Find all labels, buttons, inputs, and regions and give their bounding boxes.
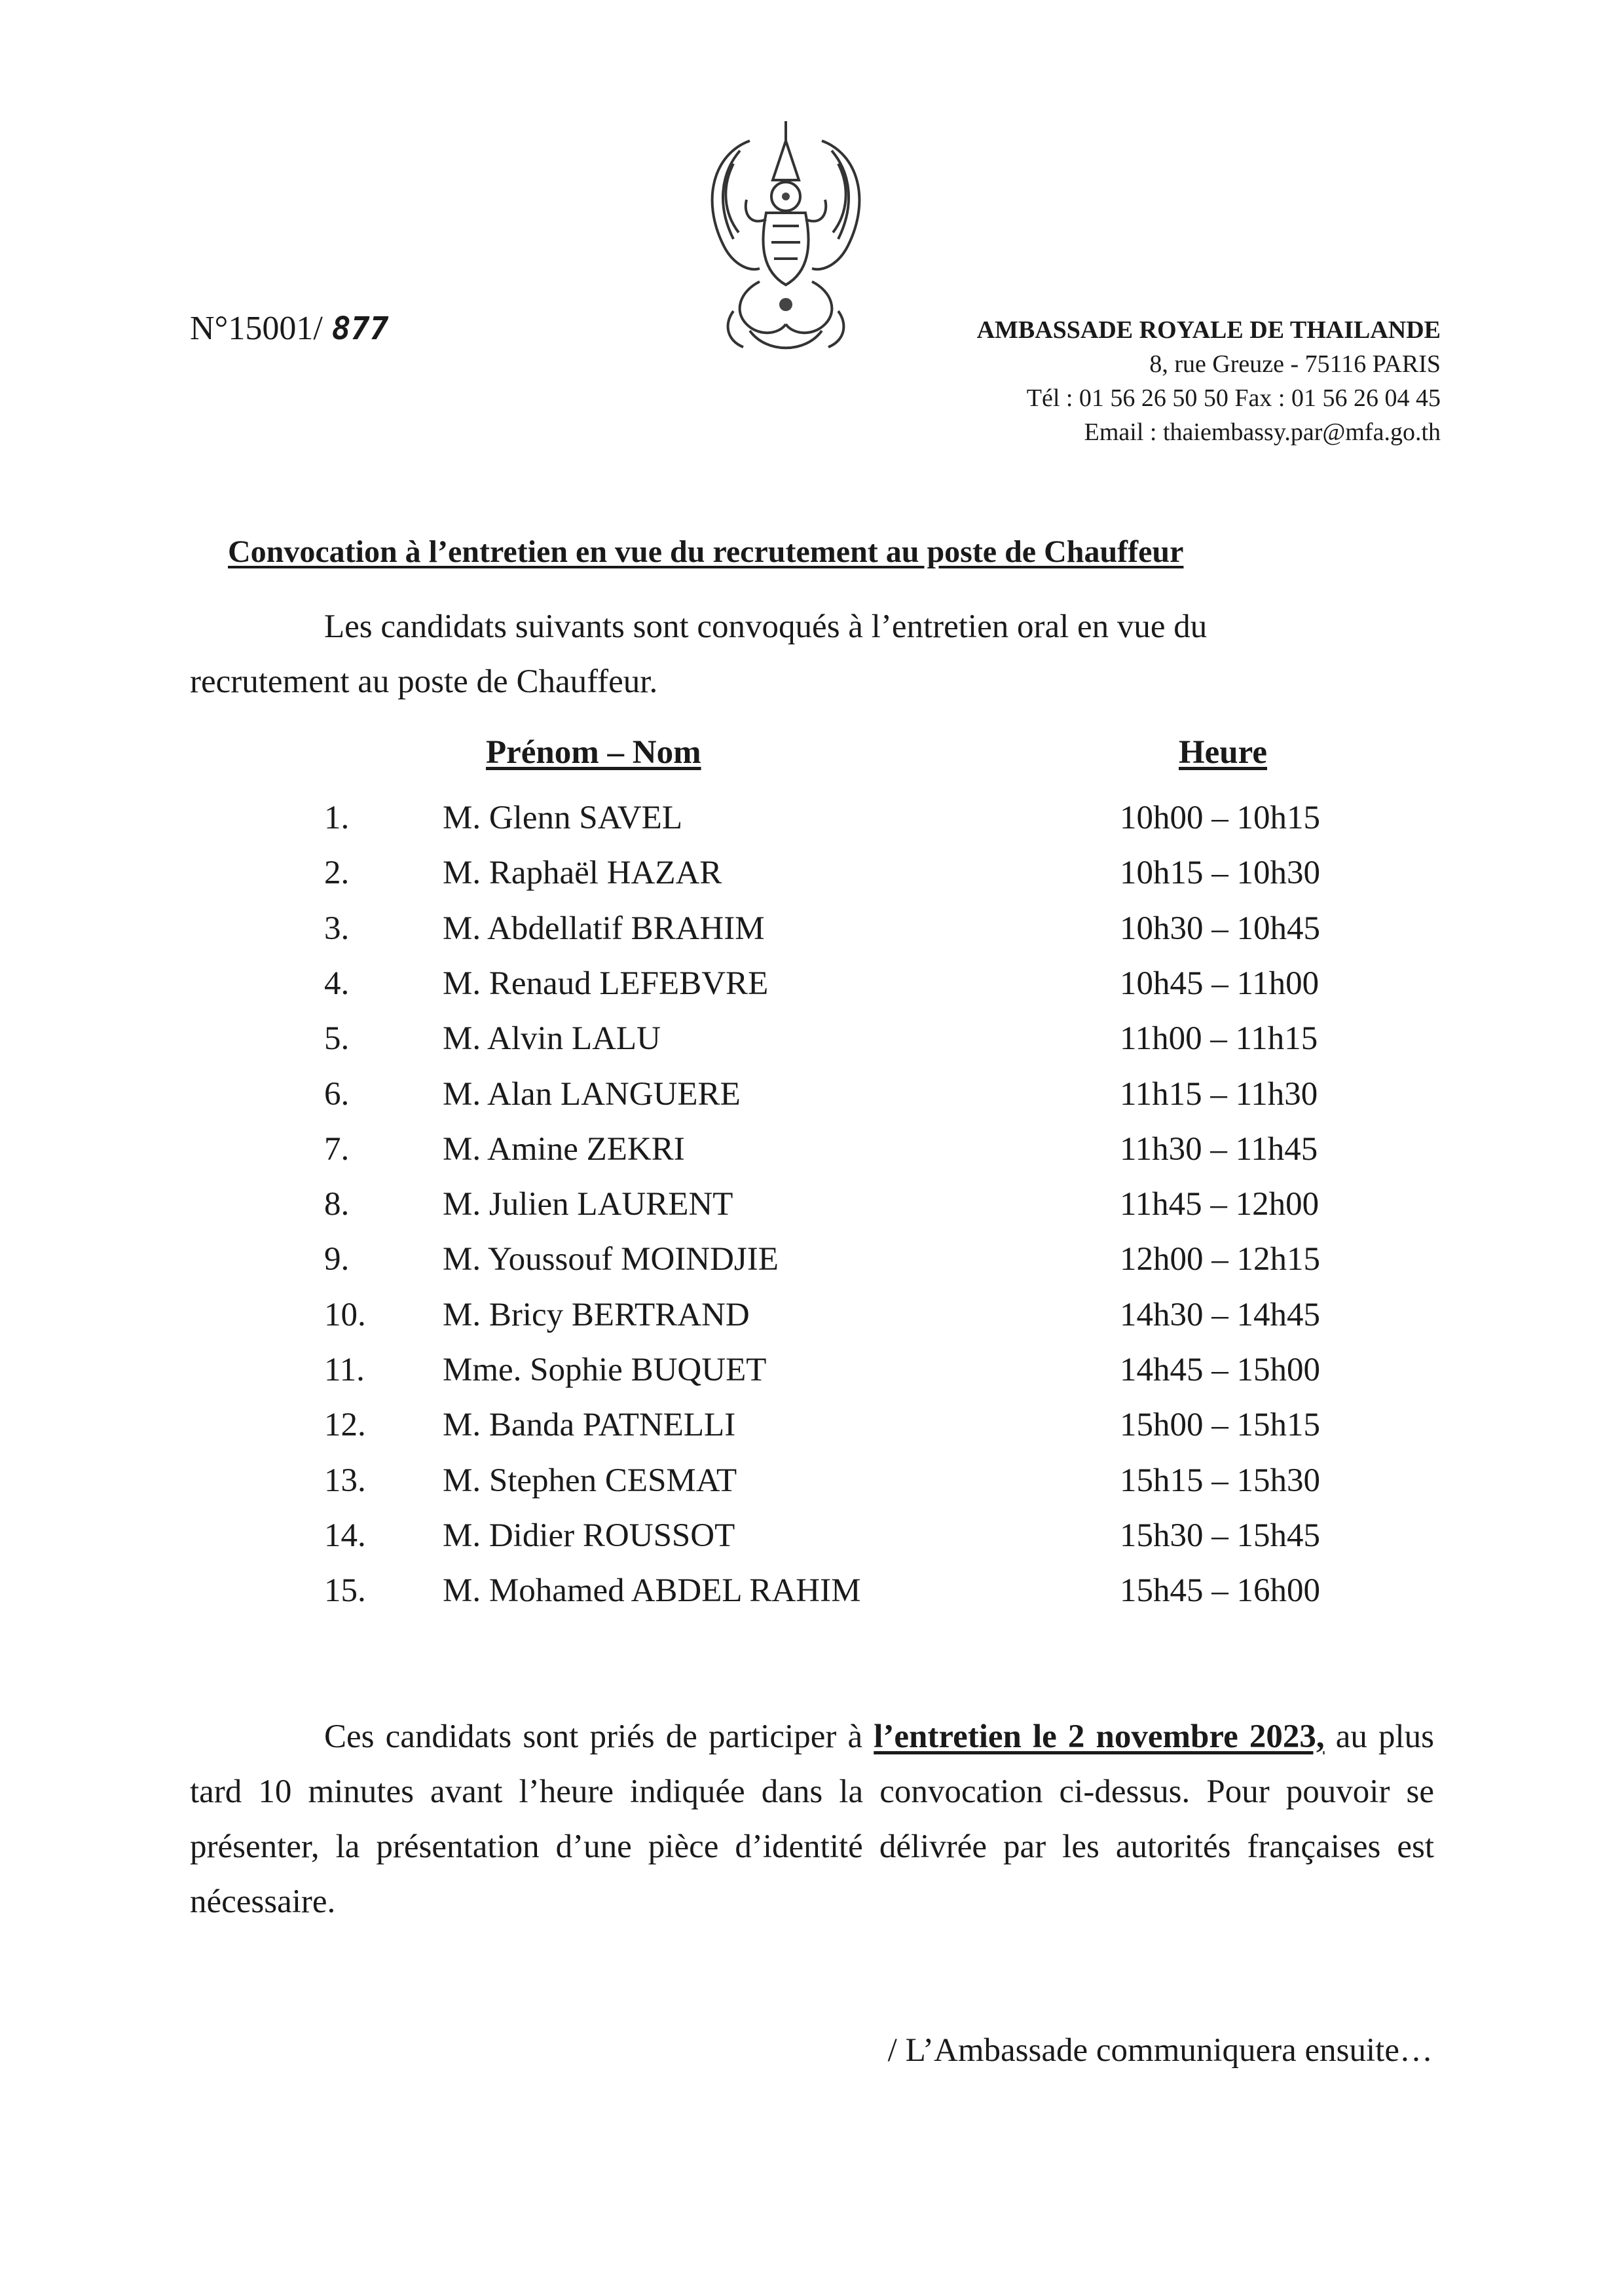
interview-time: 15h00 – 15h15 — [1120, 1407, 1320, 1444]
table-row — [0, 799, 1624, 854]
row-number: 6. — [324, 1075, 350, 1113]
table-row — [0, 1572, 1624, 1627]
candidate-name: M. Amine ZEKRI — [443, 1130, 685, 1168]
candidate-name: M. Mohamed ABDEL RAHIM — [443, 1572, 861, 1610]
embassy-address: 8, rue Greuze - 75116 PARIS — [1149, 350, 1441, 378]
interview-time: 11h30 – 11h45 — [1120, 1130, 1318, 1168]
candidate-name: M. Renaud LEFEBVRE — [443, 965, 769, 1002]
intro-line-2: recrutement au poste de Chauffeur. — [190, 663, 658, 700]
candidate-name: M. Abdellatif BRAHIM — [443, 910, 765, 947]
table-row — [0, 1130, 1624, 1185]
document-title: Convocation à l’entretien en vue du recrutement au poste de Chauffeur — [228, 534, 1184, 569]
intro-paragraph — [190, 599, 1434, 709]
row-number: 14. — [324, 1517, 366, 1554]
candidate-name: M. Raphaël HAZAR — [443, 855, 722, 892]
row-number: 2. — [324, 855, 350, 892]
closing-note: / L’Ambassade communiquera ensuite… — [887, 2032, 1433, 2069]
candidate-name: M. Youssouf MOINDJIE — [443, 1241, 779, 1278]
interview-time: 11h15 – 11h30 — [1120, 1075, 1318, 1113]
candidate-name: M. Stephen CESMAT — [443, 1462, 737, 1499]
reference-prefix: N°15001/ — [190, 310, 323, 347]
interview-time: 10h30 – 10h45 — [1120, 910, 1320, 947]
table-row — [0, 1185, 1624, 1240]
table-row — [0, 1462, 1624, 1517]
interview-time: 12h00 – 12h15 — [1120, 1241, 1320, 1278]
row-number: 1. — [324, 800, 350, 836]
table-row — [0, 1075, 1624, 1130]
instructions-lead: Ces candidats sont priés de participer à — [324, 1718, 874, 1755]
row-number: 9. — [324, 1241, 350, 1278]
interview-time: 10h15 – 10h30 — [1120, 855, 1320, 892]
row-number: 5. — [324, 1020, 350, 1058]
row-number: 7. — [324, 1130, 350, 1168]
interview-time: 11h00 – 11h15 — [1120, 1020, 1318, 1058]
embassy-letterhead — [877, 313, 1441, 449]
interview-time: 10h00 – 10h15 — [1120, 800, 1320, 836]
embassy-email: Email : thaiembassy.par@mfa.go.th — [1084, 418, 1441, 446]
table-row — [0, 965, 1624, 1020]
row-number: 12. — [324, 1407, 366, 1444]
interview-time: 14h45 – 15h00 — [1120, 1352, 1320, 1388]
column-header-hour: Heure — [1179, 734, 1268, 771]
candidate-name: M. Alvin LALU — [443, 1020, 661, 1058]
interview-time: 15h15 – 15h30 — [1120, 1462, 1320, 1499]
candidate-name: M. Alan LANGUERE — [443, 1075, 741, 1113]
reference-number — [190, 309, 389, 348]
table-row — [0, 1351, 1624, 1406]
row-number: 8. — [324, 1186, 350, 1223]
table-row — [0, 1406, 1624, 1461]
interview-time: 10h45 – 11h00 — [1120, 965, 1320, 1002]
table-row — [0, 1020, 1624, 1075]
column-header-name: Prénom – Nom — [486, 734, 701, 771]
instructions-rest: au plus tard 10 minutes avant l’heure indiquée dans la convocation ci-dessus. Pour pouvoir se présenter, la présentation d’une pièce d’identité délivrée par les autorités françaises est nécessaire. — [190, 1718, 1434, 1920]
reference-handwritten: 877 — [331, 310, 389, 347]
row-number: 4. — [324, 965, 350, 1002]
interview-date: l’entretien le 2 novembre 2023, — [874, 1718, 1325, 1755]
candidate-name: M. Glenn SAVEL — [443, 800, 682, 836]
interview-time: 11h45 – 12h00 — [1120, 1186, 1320, 1223]
garuda-emblem — [688, 115, 884, 367]
row-number: 10. — [324, 1296, 366, 1333]
candidate-name: M. Banda PATNELLI — [443, 1407, 736, 1444]
table-row — [0, 854, 1624, 909]
candidate-name: Mme. Sophie BUQUET — [443, 1352, 767, 1388]
row-number: 3. — [324, 910, 350, 947]
table-row — [0, 910, 1624, 965]
table-row — [0, 1240, 1624, 1295]
row-number: 15. — [324, 1572, 366, 1610]
row-number: 13. — [324, 1462, 366, 1499]
row-number: 11. — [324, 1352, 365, 1388]
candidate-name: M. Didier ROUSSOT — [443, 1517, 735, 1554]
interview-time: 15h45 – 16h00 — [1120, 1572, 1320, 1610]
candidate-name: M. Bricy BERTRAND — [443, 1296, 750, 1333]
instructions-paragraph — [190, 1709, 1434, 1929]
table-row — [0, 1296, 1624, 1351]
intro-line-1: Les candidats suivants sont convoqués à l’entretien oral en vue du — [324, 608, 1208, 645]
embassy-phone-fax: Tél : 01 56 26 50 50 Fax : 01 56 26 04 45 — [1026, 384, 1441, 412]
interview-time: 15h30 – 15h45 — [1120, 1517, 1320, 1554]
interview-time: 14h30 – 14h45 — [1120, 1296, 1320, 1333]
table-row — [0, 1517, 1624, 1572]
embassy-name: AMBASSADE ROYALE DE THAILANDE — [976, 316, 1441, 344]
candidate-name: M. Julien LAURENT — [443, 1186, 733, 1223]
